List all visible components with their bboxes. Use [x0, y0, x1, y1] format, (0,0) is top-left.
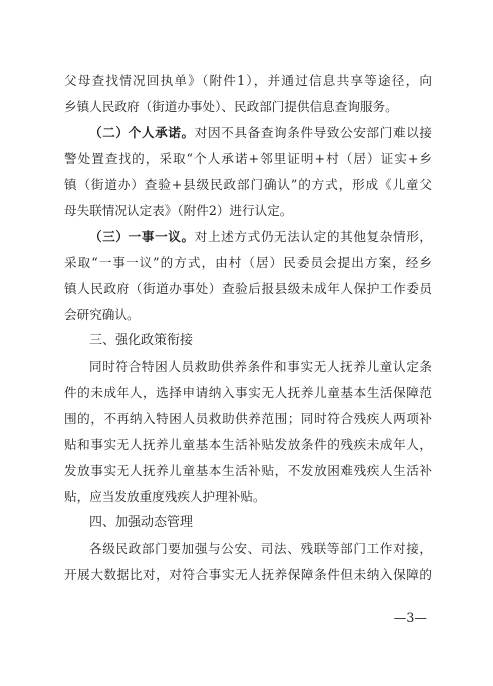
text-line: 贴和事实无人抚养儿童基本生活补贴发放条件的残疾未成年人， [64, 437, 432, 452]
text-line: 会研究确认。 [64, 307, 140, 322]
text-line: 警处置查找的，采取“个人承诺+邻里证明+村（居）证实+乡 [64, 151, 432, 166]
page-number: —3— [393, 610, 427, 625]
text-line: 父母查找情况回执单》（附件1），并通过信息共享等途径，向 [64, 73, 432, 88]
text-line: 各级民政部门要加强与公安、司法、残联等部门工作对接， [89, 541, 432, 556]
section-heading-4: 四、加强动态管理 [89, 515, 194, 530]
text-line: 开展大数据比对，对符合事实无人抚养保障条件但未纳入保障的 [64, 567, 432, 582]
paragraph-item-2 [64, 120, 432, 146]
text-line: 镇人民政府（街道办事处）查验后报县级未成年人保护工作委员 [64, 281, 432, 296]
text-line: 采取“一事一议”的方式，由村（居）民委员会提出方案，经乡 [64, 255, 432, 270]
text-line: 镇（街道办）查验+县级民政部门确认”的方式，形成《儿童父 [64, 177, 432, 192]
text-line: 母失联情况认定表》（附件2）进行认定。 [64, 203, 293, 218]
item-3-text: 对上述方式仍无法认定的其他复杂情形， [194, 229, 432, 244]
text-line: 发放事实无人抚养儿童基本生活补贴，不发放困难残疾人生活补 [64, 463, 432, 478]
text-line: 件的未成年人，选择申请纳入事实无人抚养儿童基本生活保障范 [64, 385, 432, 400]
item-3-label: （三）一事一议。 [89, 229, 195, 244]
section-heading-3: 三、强化政策衔接 [89, 333, 194, 348]
document-body [64, 68, 432, 588]
text-line: 同时符合特困人员救助供养条件和事实无人抚养儿童认定条 [89, 359, 432, 374]
item-2-label: （二）个人承诺。 [89, 125, 195, 140]
text-line: 乡镇人民政府（街道办事处）、民政部门提供信息查询服务。 [64, 99, 398, 114]
text-line: 贴，应当发放重度残疾人护理补贴。 [64, 489, 266, 504]
paragraph-item-3 [64, 224, 432, 250]
text-line: 围的，不再纳入特困人员救助供养范围；同时符合残疾人两项补 [64, 411, 432, 426]
item-2-text: 对因不具备查询条件导致公安部门难以接 [194, 125, 432, 140]
